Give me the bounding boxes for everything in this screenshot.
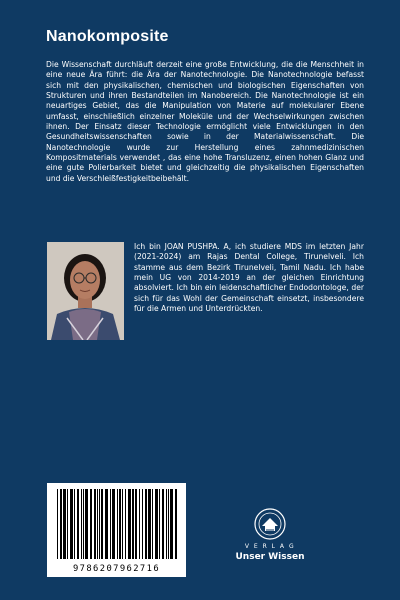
barcode-bars: [47, 483, 186, 563]
book-description: Die Wissenschaft durchläuft derzeit eine große Entwicklung, die die Menschheit in eine neue Ära führt: die Ära der Nanotechnologie. Die Nanotechnologie befasst sich mit den physikalischen, chemischen und biologischen Eigenschaften von Strukturen und ihren Bestandteilen im Nanobereich. Die Nanotechnologie ist ein neuartiges Gebiet, das die Manipulation von Materie auf molekularer Ebene umfasst, einschließlich einzelner Moleküle und der Wechselwirkungen zwischen ihnen. Der Einsatz dieser Technologie ermöglicht viele Entwicklungen in den Gesundheitswissenschaften sowie in der Materialwissenschaft. Die Nanotechnologie wurde zur Herstellung eines zahnmedizinischen Kompositmaterials verwendet , das eine hohe Transluzenz, einen hohen Glanz und eine gute Polierbarkeit bietet und gleichzeitig die physikalischen Eigenschaften und die Verschleißfestigkeitbeibehält.: [46, 60, 364, 183]
publisher-verlag-label: V E R L A G: [244, 543, 296, 550]
isbn-barcode: [47, 483, 186, 577]
author-photo: [47, 242, 124, 340]
isbn-number: 9786207962716: [72, 564, 161, 574]
publisher-logo-icon: [240, 508, 300, 540]
book-title: Nanokomposite: [46, 28, 169, 45]
publisher-name: Unser Wissen: [235, 552, 305, 562]
author-bio: Ich bin JOAN PUSHPA. A, ich studiere MDS im letzten Jahr (2021-2024) am Rajas Dental College, Tirunelveli. Ich stamme aus dem Bezirk Tirunelveli, Tamil Nadu. Ich habe mein UG von 2014-2019 an der gleichen Einrichtung absolviert. Ich bin ein leidenschaftlicher Endodontologe, der sich für das Wohl der Gemeinschaft einsetzt, insbesondere für die Armen und Unterdrückten.: [134, 242, 364, 314]
